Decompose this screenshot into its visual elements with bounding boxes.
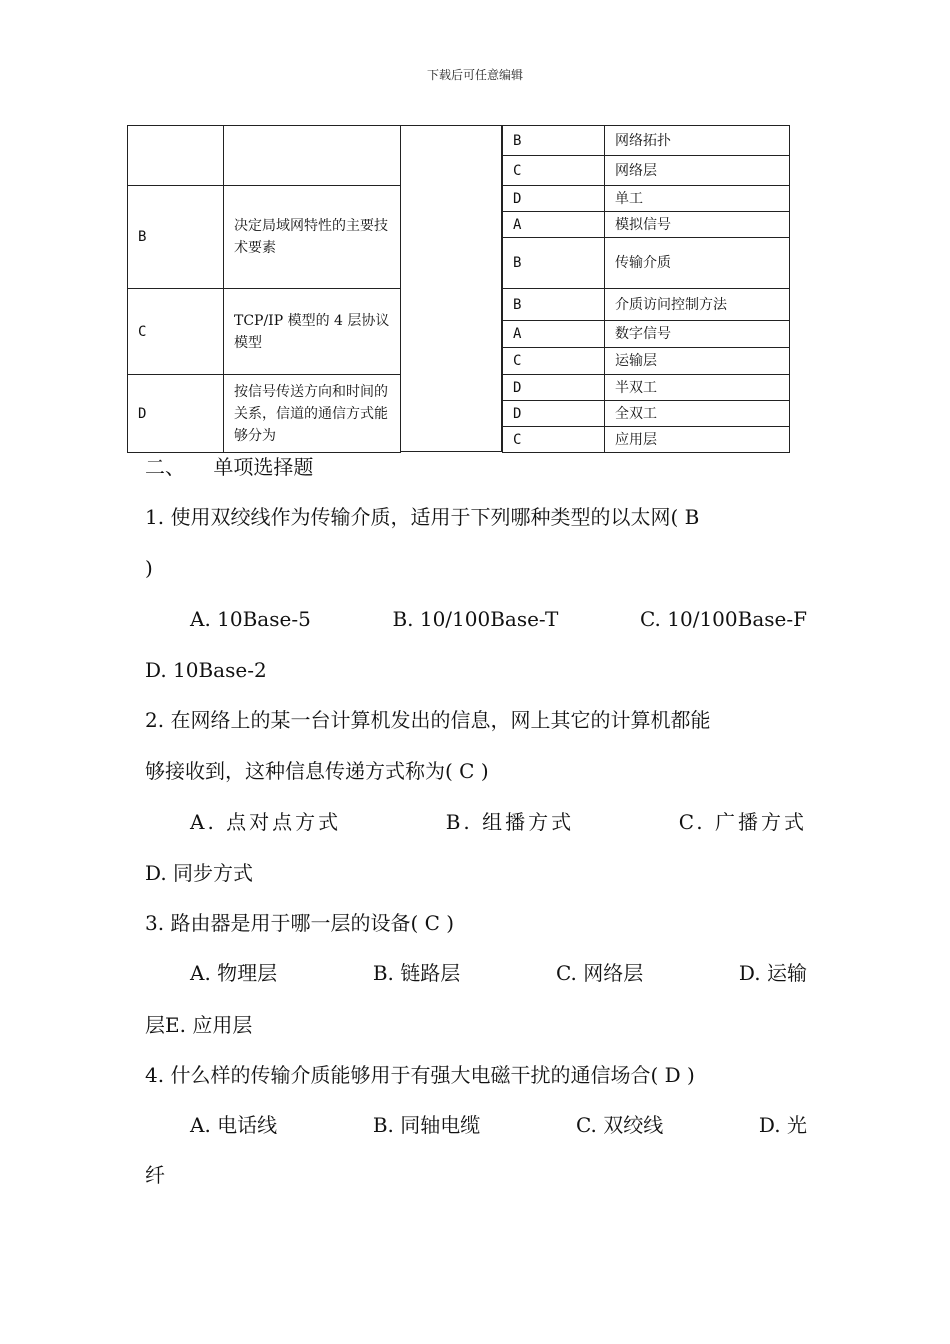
question-2-option-d: D. 同步方式 [145, 861, 254, 885]
table-row [128, 126, 401, 186]
row-text: 模拟信号 [605, 212, 790, 238]
question-1-text: 1. 使用双绞线作为传输介质，适用于下列哪种类型的以太网( B [145, 505, 700, 529]
row-letter: B [128, 186, 224, 289]
row-text: TCP/IP 模型的 4 层协议模型 [224, 289, 401, 375]
row-text: 应用层 [605, 427, 790, 453]
table-row [503, 289, 790, 321]
option-b: B. 同轴电缆 [372, 1113, 481, 1137]
question-2-text: 2. 在网络上的某一台计算机发出的信息，网上其它的计算机都能 [145, 708, 711, 732]
option-c: C. 双绞线 [575, 1113, 664, 1137]
row-text: 决定局域网特性的主要技术要素 [224, 186, 401, 289]
question-1-options [190, 607, 807, 631]
option-a: A. 10Base-5 [190, 607, 311, 631]
question-2-options [190, 810, 807, 834]
question-4-option-wrap: 纤 [145, 1163, 165, 1187]
question-3-text: 3. 路由器是用于哪一层的设备( C ) [145, 911, 455, 935]
row-letter: D [503, 401, 605, 427]
row-letter: B [503, 289, 605, 321]
question-4-text: 4. 什么样的传输介质能够用于有强大电磁干扰的通信场合( D ) [145, 1063, 695, 1087]
question-3-options [190, 961, 807, 985]
option-a: A. 点对点方式 [190, 810, 342, 834]
option-c: C. 网络层 [555, 961, 644, 985]
table-row [503, 186, 790, 212]
row-letter: D [128, 375, 224, 453]
row-letter: C [128, 289, 224, 375]
row-letter [128, 126, 224, 186]
empty-column-cell [400, 125, 502, 452]
row-letter: C [503, 348, 605, 375]
row-text: 介质访问控制方法 [605, 289, 790, 321]
table-row [503, 212, 790, 238]
table-row [503, 427, 790, 453]
question-4-options [190, 1113, 807, 1137]
table-row [128, 186, 401, 289]
row-text: 网络层 [605, 156, 790, 186]
row-text: 网络拓扑 [605, 126, 790, 156]
section-number: 二、 [145, 455, 185, 479]
matching-table-right [502, 125, 790, 453]
table-row [503, 375, 790, 401]
table-row [503, 126, 790, 156]
row-text [224, 126, 401, 186]
row-text: 数字信号 [605, 321, 790, 348]
question-3-option-wrap: 层E. 应用层 [145, 1013, 253, 1037]
option-a: A. 物理层 [190, 961, 278, 985]
row-letter: C [503, 427, 605, 453]
option-d: D. 光 [758, 1113, 807, 1137]
row-letter: B [503, 126, 605, 156]
table-row [503, 401, 790, 427]
option-b: B. 链路层 [372, 961, 461, 985]
option-d: D. 运输 [738, 961, 807, 985]
question-2-text-cont: 够接收到，这种信息传递方式称为( C ) [145, 759, 489, 783]
table-row [128, 375, 401, 453]
option-a: A. 电话线 [190, 1113, 278, 1137]
row-text: 单工 [605, 186, 790, 212]
section-heading [145, 455, 807, 479]
row-letter: B [503, 238, 605, 289]
row-letter: A [503, 212, 605, 238]
table-row [503, 321, 790, 348]
option-b: B. 组播方式 [445, 810, 575, 834]
row-text: 按信号传送方向和时间的关系，信道的通信方式能够分为 [224, 375, 401, 453]
option-c: C. 10/100Base-F [639, 607, 807, 631]
row-letter: D [503, 375, 605, 401]
row-text: 全双工 [605, 401, 790, 427]
row-letter: D [503, 186, 605, 212]
row-letter: A [503, 321, 605, 348]
table-row [503, 156, 790, 186]
question-1-option-d: D. 10Base-2 [145, 658, 267, 682]
row-text: 运输层 [605, 348, 790, 375]
question-1-text-cont: ) [145, 556, 153, 580]
page-header: 下载后可任意编辑 [426, 68, 523, 82]
matching-table-left [127, 125, 401, 453]
table-row [503, 348, 790, 375]
section-title: 单项选择题 [213, 455, 314, 479]
table-row [503, 238, 790, 289]
table-row [128, 289, 401, 375]
option-b: B. 10/100Base-T [392, 607, 559, 631]
row-letter: C [503, 156, 605, 186]
row-text: 半双工 [605, 375, 790, 401]
row-text: 传输介质 [605, 238, 790, 289]
option-c: C. 广播方式 [678, 810, 807, 834]
